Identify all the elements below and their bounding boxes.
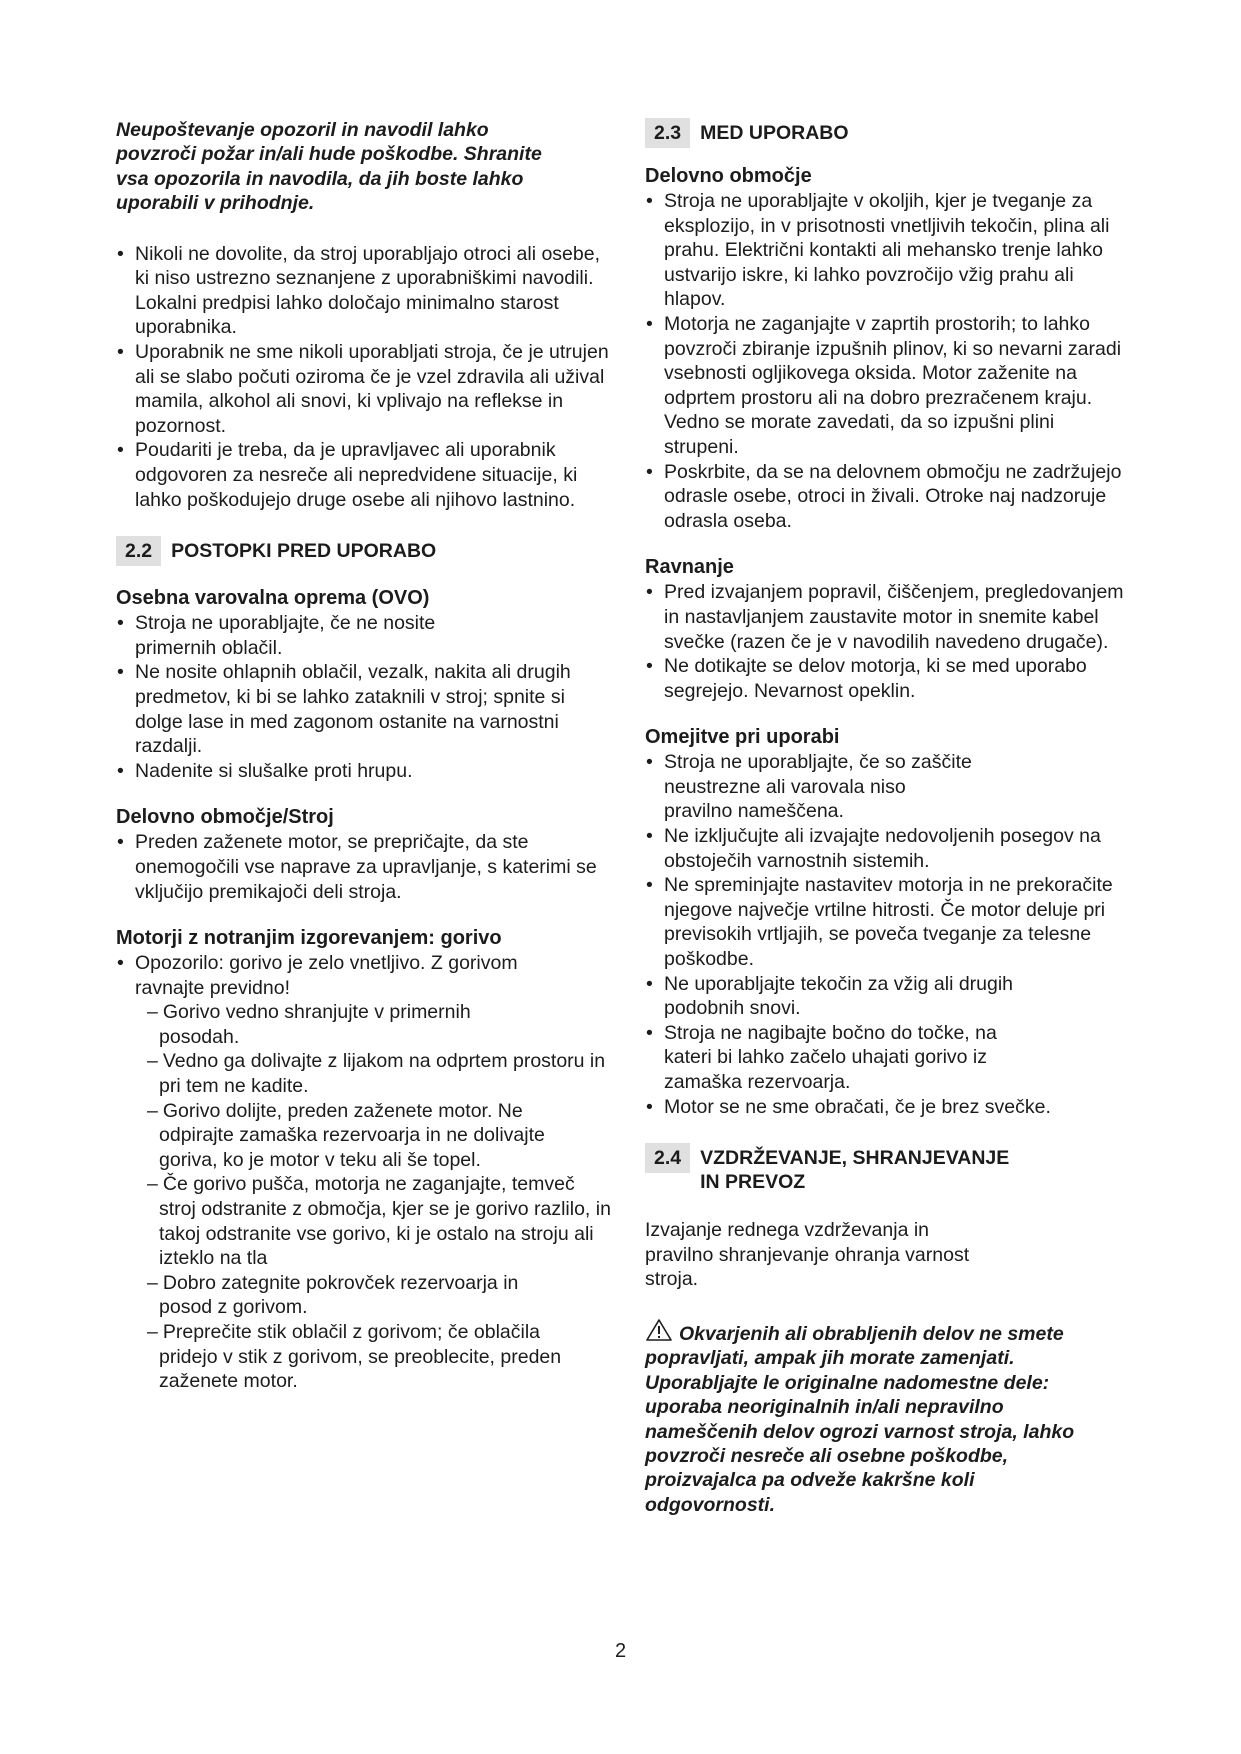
list-item: • Ne dotikajte se delov motorja, ki se med uporabo segrejejo. Nevarnost opeklin. xyxy=(645,654,1125,703)
section-title: POSTOPKI PRED UPORABO xyxy=(171,540,437,563)
work-area-heading: Delovno območje xyxy=(645,165,812,187)
list-item: • Poudariti je treba, da je upravljavec ali uporabnik odgovoren za nesreče ali nepredvidene situacije, ki lahko poškodujejo druge osebe ali njihovo lastnino. xyxy=(116,438,616,512)
list-item: • Ne uporabljajte tekočin za vžig ali drugih podobnih snovi. xyxy=(645,972,1125,1021)
fuel-lead: • Opozorilo: gorivo je zelo vnetljivo. Z gorivom ravnajte previdno! xyxy=(135,952,518,999)
ppe-list xyxy=(116,611,616,783)
list-item: – Gorivo dolijte, preden zaženete motor. Ne odpirajte zamaška rezervoarja in ne dolivajte goriva, ko je motor v teku ali še topel. xyxy=(135,1099,616,1173)
maintenance-text: Izvajanje rednega vzdrževanja in pravilno shranjevanje ohranja varnost stroja. xyxy=(645,1219,970,1291)
list-item: – Preprečite stik oblačil z gorivom; če oblačila pridejo v stik z gorivom, se preoblecite, preden zaženete motor. xyxy=(135,1320,616,1394)
work-area-machine-heading: Delovno območje/Stroj xyxy=(116,806,334,829)
list-item: – Vedno ga dolivajte z lijakom na odprtem prostoru in pri tem ne kadite. xyxy=(135,1049,616,1098)
page-number: 2 xyxy=(614,1640,627,1662)
section-number: 2.4 xyxy=(645,1143,690,1173)
list-item: • Ne nosite ohlapnih oblačil, vezalk, nakita ali drugih predmetov, ki bi se lahko zataknili v stroj; spnite si dolge lase in med zagonom ostanite na varnostni razdalji. xyxy=(116,660,616,758)
general-warning: Neupoštevanje opozoril in navodil lahko povzroči požar in/ali hude poškodbe. Shranite vsa opozorila in navodila, da jih boste lahko uporabili v prihodnje. xyxy=(116,119,542,215)
list-item: • Nikoli ne dovolite, da stroj uporabljajo otroci ali osebe, ki niso ustrezno seznanjene z uporabniškimi navodili. Lokalni predpisi lahko določajo minimalno starost uporabnika. xyxy=(116,242,616,340)
section-2-4-header xyxy=(645,1143,1125,1194)
parts-warning-text: Okvarjenih ali obrabljenih delov ne smete popravljati, ampak jih morate zamenjati. Uporabljajte le originalne nadomestne dele: uporaba neoriginalnih in/ali nepravilno nameščenih delov ogrozi varnost stroja, lahko povzroči nesreče ali osebne poškodbe, proizvajalca pa odveže kakršne koli odgovornosti. xyxy=(645,1322,1075,1516)
parts-warning-block xyxy=(645,1318,1100,1517)
limits-heading: Omejitve pri uporabi xyxy=(645,726,840,749)
work-area-list xyxy=(645,189,1125,533)
list-item: – Dobro zategnite pokrovček rezervoarja in posod z gorivom. xyxy=(135,1271,616,1320)
ppe-heading: Osebna varovalna oprema (OVO) xyxy=(116,587,430,610)
list-item: • Motorja ne zaganjajte v zaprtih prostorih; to lahko povzroči zbiranje izpušnih plinov, ki so nevarni zaradi vsebnosti ogljikovega oksida. Motor zaženite na odprtem prostoru ali na dobro prezračenem kraju. Vedno se morate zavedati, da so izpušni plini strupeni. xyxy=(645,312,1125,460)
list-item: • Motor se ne sme obračati, če je brez svečke. xyxy=(645,1095,1125,1120)
section-title: MED UPORABO xyxy=(700,122,849,144)
fuel-list xyxy=(116,951,616,1394)
section-number: 2.3 xyxy=(645,118,690,148)
list-item: • Stroja ne nagibajte bočno do točke, na kateri bi lahko začelo uhajati gorivo iz zamaška rezervoarja. xyxy=(645,1021,1125,1095)
fuel-sublist xyxy=(135,1000,616,1394)
limits-list xyxy=(645,750,1125,1119)
section-2-2-header xyxy=(116,536,616,566)
list-item: – Če gorivo pušča, motorja ne zaganjajte, temveč stroj odstranite z območja, kjer se je gorivo razlilo, in takoj odstranite vse gorivo, ki je ostalo na stroju ali izteklo na tla xyxy=(135,1172,616,1270)
general-safety-list xyxy=(116,242,616,513)
list-item: • Nadenite si slušalke proti hrupu. xyxy=(116,759,616,784)
list-item xyxy=(116,951,616,1394)
handling-heading: Ravnanje xyxy=(645,556,734,579)
fuel-heading: Motorji z notranjim izgorevanjem: gorivo xyxy=(116,927,502,950)
warning-triangle-icon xyxy=(645,1318,673,1342)
list-item: • Stroja ne uporabljajte v okoljih, kjer je tveganje za eksplozijo, in v prisotnosti vnetljivih tekočin, plina ali prahu. Električni kontakti ali mehansko trenje lahko ustvarijo iskre, ki lahko povzročijo vžig prahu ali hlapov. xyxy=(645,189,1125,312)
section-number: 2.2 xyxy=(116,536,161,566)
section-2-3-header xyxy=(645,118,1125,148)
work-area-machine-list xyxy=(116,830,616,904)
list-item: • Ne spreminjajte nastavitev motorja in ne prekoračite njegove največje vrtilne hitrosti. Če motor deluje pri previsokih vrtljajih, se poveča tveganje za telesne poškodbe. xyxy=(645,873,1125,971)
right-column xyxy=(645,118,1125,1517)
handling-list xyxy=(645,580,1125,703)
list-item: • Ne izključujte ali izvajajte nedovoljenih posegov na obstoječih varnostnih sistemih. xyxy=(645,824,1125,873)
list-item: • Stroja ne uporabljajte, če ne nosite primernih oblačil. xyxy=(116,611,616,660)
list-item: • Preden zaženete motor, se prepričajte, da ste onemogočili vse naprave za upravljanje, s katerimi se vključijo premikajoči deli stroja. xyxy=(116,830,616,904)
left-column xyxy=(116,118,616,1394)
list-item: • Poskrbite, da se na delovnem območju ne zadržujejo odrasle osebe, otroci in živali. Otroke naj nadzoruje odrasla oseba. xyxy=(645,460,1125,534)
list-item: • Stroja ne uporabljajte, če so zaščite neustrezne ali varovala niso pravilno nameščena. xyxy=(645,750,1125,824)
list-item: – Gorivo vedno shranjujte v primernih posodah. xyxy=(135,1000,616,1049)
list-item: • Uporabnik ne sme nikoli uporabljati stroja, če je utrujen ali se slabo počuti oziroma če je vzel zdravila ali užival mamila, alkohol ali snovi, ki vplivajo na reflekse in pozornost. xyxy=(116,340,616,438)
list-item: • Pred izvajanjem popravil, čiščenjem, pregledovanjem in nastavljanjem zaustavite motor in snemite kabel svečke (razen če je v navodilih navedeno drugače). xyxy=(645,580,1125,654)
section-title: VZDRŽEVANJE, SHRANJEVANJE IN PREVOZ xyxy=(700,1147,1010,1194)
